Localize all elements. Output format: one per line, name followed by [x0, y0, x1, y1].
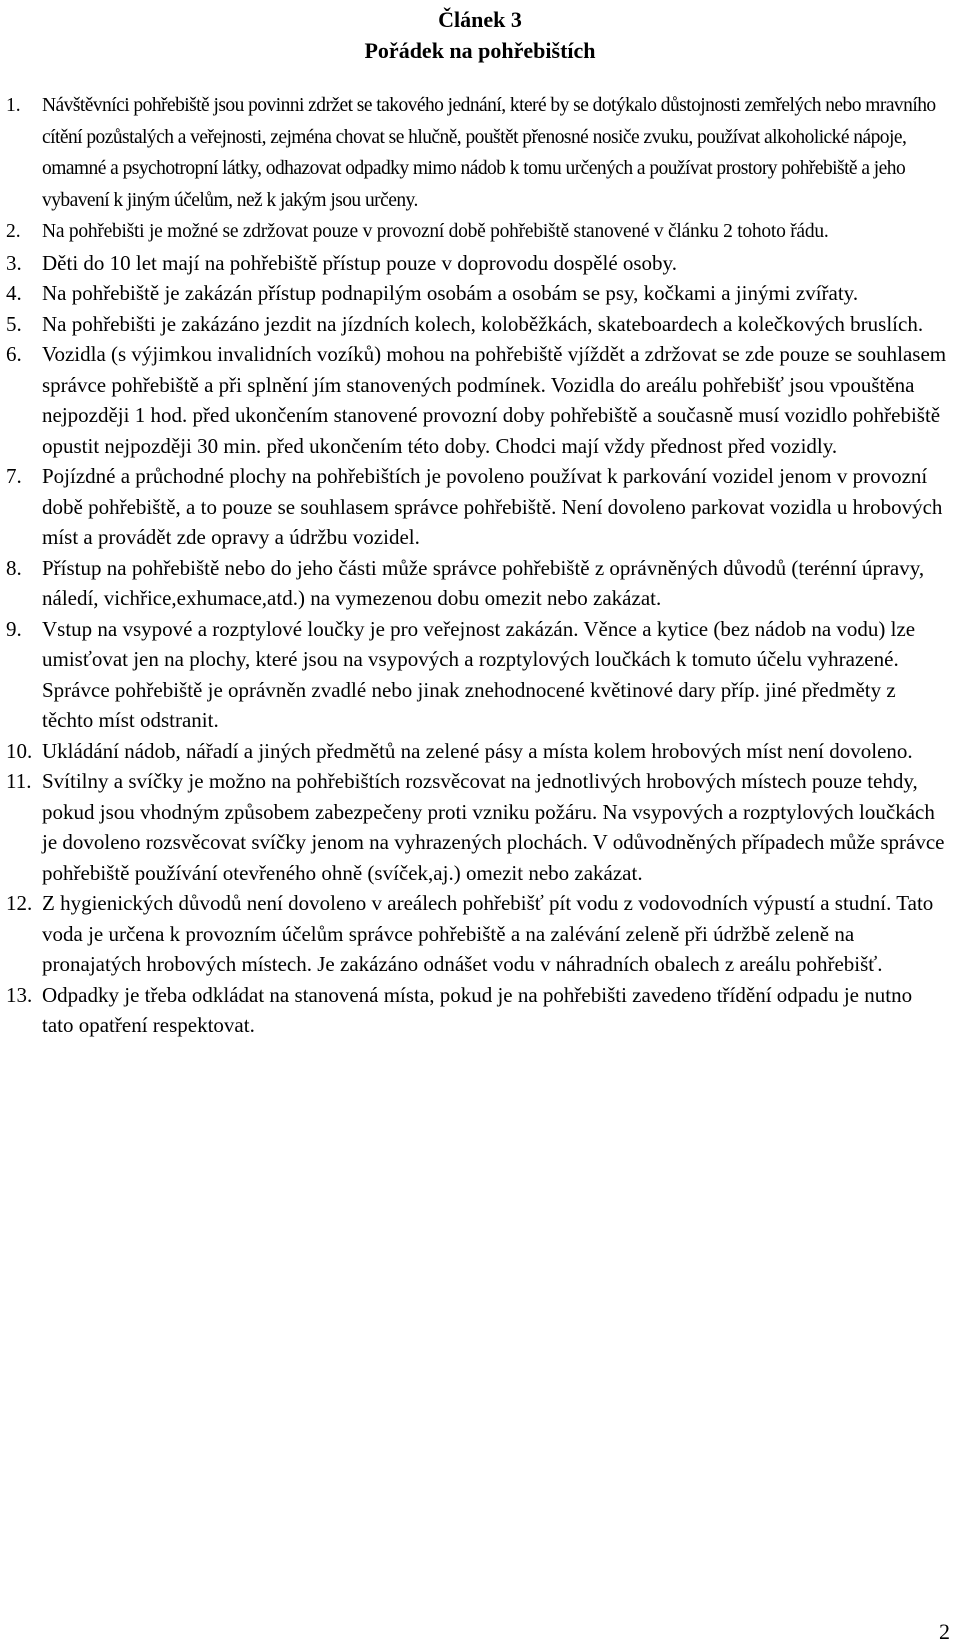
rule-item-2: [0, 216, 960, 248]
rule-item-5: [0, 309, 960, 340]
rule-number: 10.: [6, 738, 33, 763]
rule-text: Ukládání nádob, nářadí a jiných předmětů na zelené pásy a místa kolem hrobových míst není dovoleno.: [42, 738, 913, 763]
rule-number: 5.: [6, 311, 22, 336]
rule-text: Z hygienických důvodů není dovoleno v areálech pohřebišť pít vodu z vodovodních výpustí a studní. Tato voda je určena k provozním účelům správce pohřebiště a na zalévání zeleně při údržbě zeleně na pronajatých hrobových místech. Je zakázáno odnášet vodu v náhradních obalech z areálu pohřebišť.: [42, 891, 934, 976]
rule-number: 3.: [6, 250, 22, 275]
rule-text: Na pohřebišti je možné se zdržovat pouze v provozní době pohřebiště stanovené v článku 2 tohoto řádu.: [42, 221, 829, 242]
rule-text: Na pohřebiště je zakázán přístup podnapilým osobám a osobám se psy, kočkami a jinými zvířaty.: [42, 281, 859, 305]
rule-number: 11.: [6, 769, 32, 793]
rule-item-1: [0, 90, 960, 216]
rule-item-3: [0, 248, 960, 279]
rule-text: Odpadky je třeba odkládat na stanovená místa, pokud je na pohřebišti zavedeno třídění odpadu je nutno tato opatření respektovat.: [42, 982, 913, 1037]
rule-text: Návštěvníci pohřebiště jsou povinni zdržet se takového jednání, které by se dotýkalo důstojnosti zemřelých nebo mravního cítění pozůstalých a veřejnosti, zejména chovat se hlučně, pouštět přenosné nosiče zvuku, používat alkoholické nápoje, omamné a psychotropní látky, odhazovat odpadky mimo nádob k tomu určených a používat prostory pohřebiště a jeho vybavení k jiným účelům, než k jakým jsou určeny.: [42, 95, 936, 211]
rule-number: 8.: [6, 555, 22, 580]
rule-number: 1.: [6, 95, 21, 116]
article-title: Pořádek na pohřebištích: [364, 38, 596, 63]
rule-item-8: [0, 553, 960, 614]
rule-text: Přístup na pohřebiště nebo do jeho části může správce pohřebiště z oprávněných důvodů (terénní úpravy, náledí, vichřice,exhumace,atd.) na vymezenou dobu omezit nebo zakázat.: [42, 555, 925, 610]
rule-item-7: [0, 461, 960, 553]
rule-item-10: [0, 736, 960, 767]
rule-number: 9.: [6, 616, 22, 641]
rule-text: Na pohřebišti je zakázáno jezdit na jízdních kolech, koloběžkách, skateboardech a kolečkových bruslích.: [42, 311, 924, 336]
rule-item-6: [0, 339, 960, 461]
rule-number: 6.: [6, 342, 22, 366]
article-number: Článek 3: [438, 7, 522, 32]
rule-item-13: [0, 980, 960, 1041]
rule-text: Vozidla (s výjimkou invalidních vozíků) mohou na pohřebiště vjíždět a zdržovat se zde pouze se souhlasem správce pohřebiště a při splnění jím stanovených podmínek. Vozidla do areálu pohřebišť jsou vpouštěna nejpozději 1 hod. před ukončením stanovené provozní doby pohřebiště a současně musí vozidlo pohřebiště opustit nejpozději 30 min. před ukončením této doby. Chodci mají vždy přednost před vozidly.: [42, 342, 947, 458]
rule-number: 4.: [6, 281, 22, 305]
rule-text: Vstup na vsypové a rozptylové loučky je pro veřejnost zakázán. Věnce a kytice (bez nádob na vodu) lze umisťovat jen na plochy, které jsou na vsypových a rozptylových loučkách k tomuto účelu vyhrazené. Správce pohřebiště je oprávněn zvadlé nebo jinak znehodnocené květinové dary příp. jiné předměty z těchto míst odstranit.: [42, 616, 916, 732]
rule-text: Svítilny a svíčky je možno na pohřebištích rozsvěcovat na jednotlivých hrobových místech pouze tehdy, pokud jsou vhodným způsobem zabezpečeny proti vzniku požáru. Na vsypových a rozptylových loučkách je dovoleno rozsvěcovat svíčky jenom na vyhrazených plochách. V odůvodněných případech může správce pohřebiště používání otevřeného ohně (svíček,aj.) omezit nebo zakázat.: [42, 769, 945, 885]
rules-list: [0, 90, 960, 1041]
rule-number: 12.: [6, 891, 33, 915]
page-number: 2: [939, 1619, 950, 1644]
rule-item-4: [0, 278, 960, 309]
article-heading: [0, 4, 960, 66]
rule-item-12: [0, 888, 960, 980]
rule-item-9: [0, 614, 960, 736]
rule-number: 7.: [6, 464, 22, 488]
rule-number: 13.: [6, 982, 33, 1007]
rule-number: 2.: [6, 221, 21, 242]
rule-text: Pojízdné a průchodné plochy na pohřebištích je povoleno používat k parkování vozidel jenom v provozní době pohřebiště, a to pouze se souhlasem správce pohřebiště. Není dovoleno parkovat vozidla u hrobových míst a provádět zde opravy a údržbu vozidel.: [42, 464, 943, 549]
rule-text: Děti do 10 let mají na pohřebiště přístup pouze v doprovodu dospělé osoby.: [42, 250, 677, 275]
rule-item-11: [0, 766, 960, 888]
